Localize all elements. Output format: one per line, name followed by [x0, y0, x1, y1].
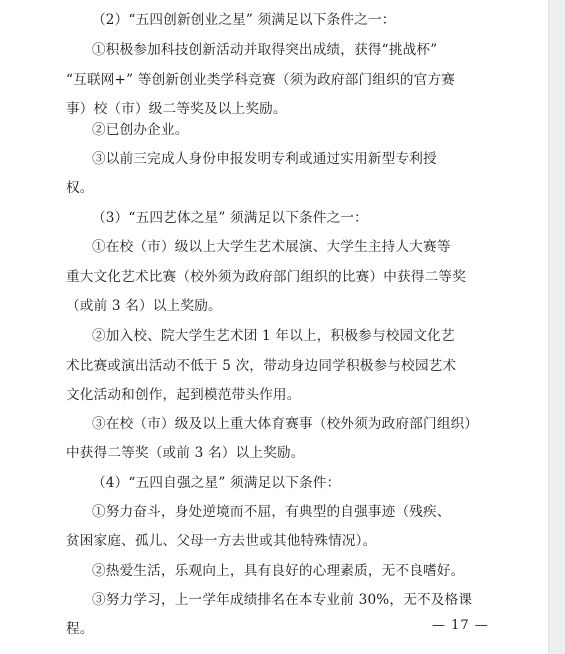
text-line: 权。: [66, 180, 94, 196]
text-line: ③在校（市）级及以上重大体育赛事（校外须为政府部门组织）: [92, 416, 479, 432]
text-line: 事）校（市）级二等奖及以上奖励。: [66, 101, 287, 117]
text-line: ①努力奋斗，身处逆境而不屈，有典型的自强事迹（残疾、: [92, 504, 451, 520]
text-line: ③以前三完成人身份申报发明专利或通过实用新型专利授: [92, 151, 437, 167]
text-line: 中获得二等奖（或前 3 名）以上奖励。: [66, 445, 305, 461]
text-line: ①积极参加科技创新活动并取得突出成绩，获得“挑战杯”: [92, 42, 438, 58]
text-line: ③努力学习，上一学年成绩排名在本专业前 30%，无不及格课: [92, 592, 473, 608]
page-number: — 17 —: [432, 618, 489, 633]
text-line: ②加入校、院大学生艺术团 1 年以上，积极参与校园文化艺: [92, 328, 455, 344]
section-heading-innovation: （2）“五四创新创业之星” 须满足以下条件之一：: [92, 12, 396, 28]
text-line: 重大文化艺术比赛（校外须为政府部门组织的比赛）中获得二等奖: [66, 269, 467, 285]
section-heading-arts-sports: （3）“五四艺体之星” 须满足以下条件之一：: [92, 210, 368, 226]
text-line: 术比赛或演出活动不低于 5 次，带动身边同学积极参与校园艺术: [66, 358, 457, 374]
text-line: 文化活动和创作，起到模范带头作用。: [66, 387, 301, 403]
text-line: “互联网+” 等创新创业类学科竞赛（须为政府部门组织的官方赛: [66, 72, 456, 88]
text-line: ②已创办企业。: [92, 122, 189, 138]
text-line: 贫困家庭、孤儿、父母一方去世或其他特殊情况）。: [66, 533, 377, 549]
text-line: 程。: [66, 621, 94, 637]
text-line: （或前 3 名）以上奖励。: [66, 298, 222, 314]
viewer-side-strip: [548, 0, 565, 654]
text-line: ②热爱生活，乐观向上，具有良好的心理素质，无不良嗜好。: [92, 563, 465, 579]
section-heading-self-improvement: （4）“五四自强之星” 须满足以下条件：: [92, 475, 341, 491]
text-line: ①在校（市）级以上大学生艺术展演、大学生主持人大赛等: [92, 239, 451, 255]
